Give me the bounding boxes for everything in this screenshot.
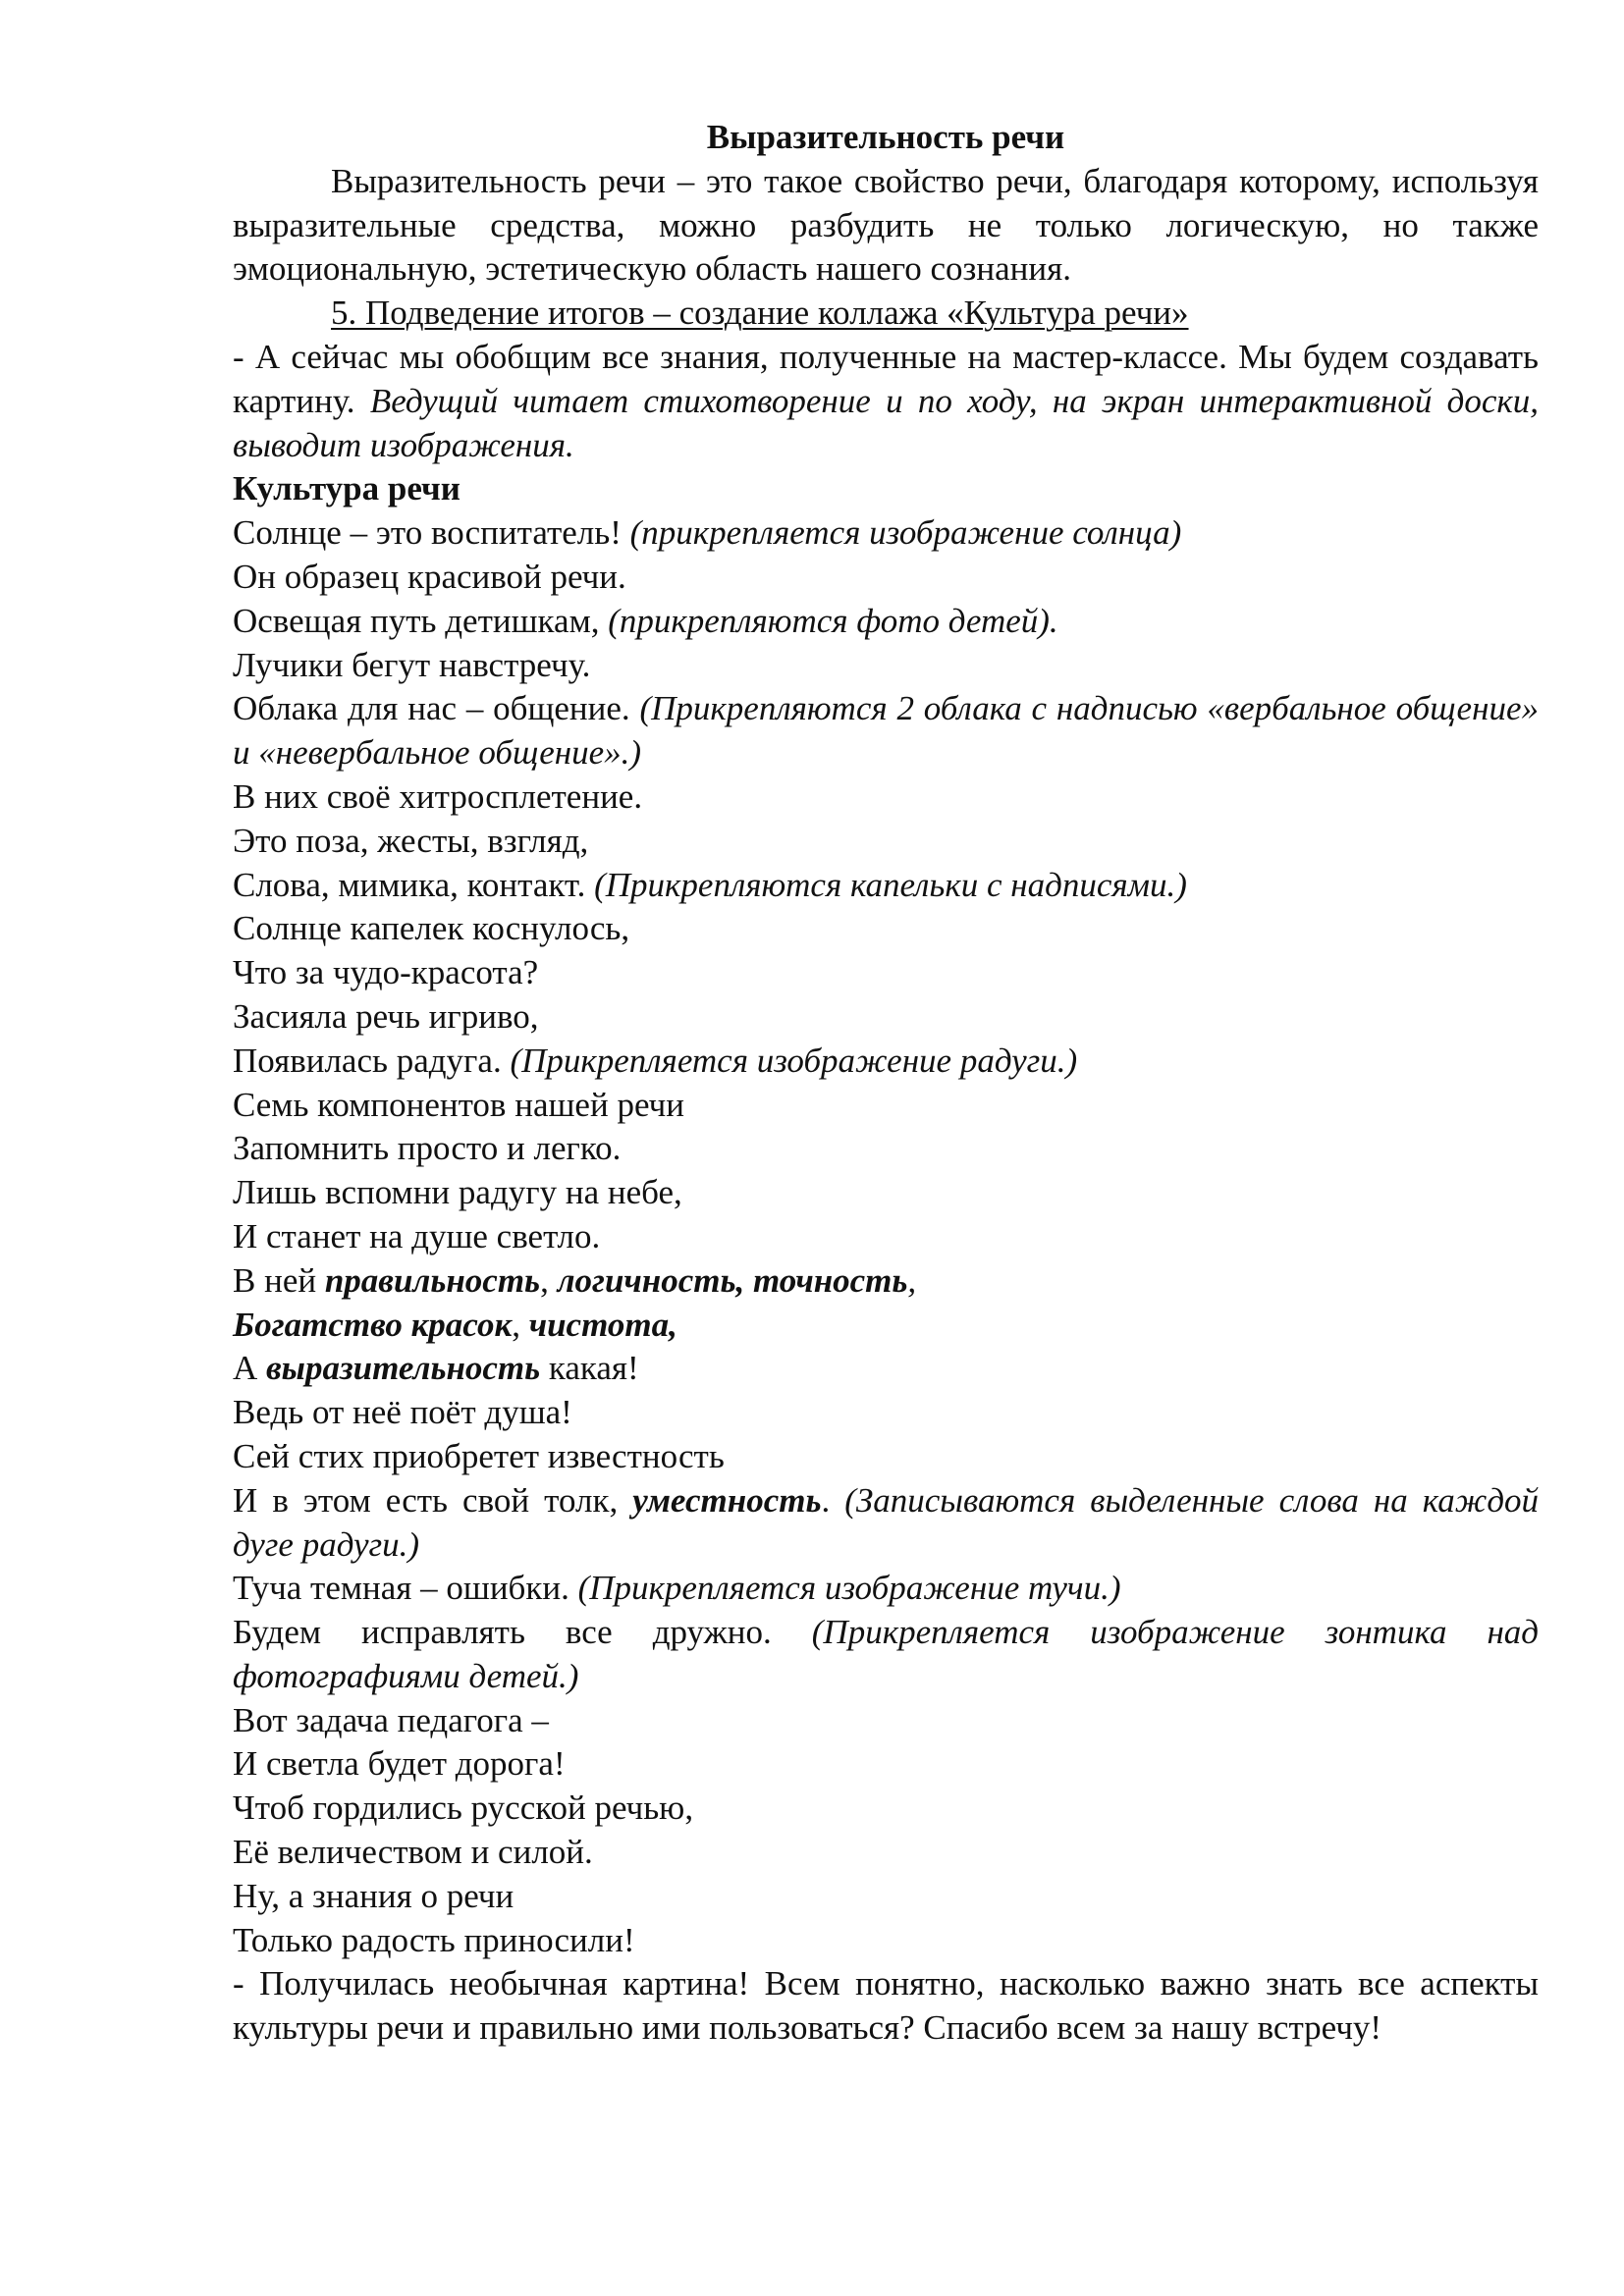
poem-line: Лучики бегут навстречу. xyxy=(233,645,591,684)
poem-line: В них своё хитросплетение. xyxy=(233,776,643,816)
poem-line-text: Будем исправлять все дружно. xyxy=(233,1613,772,1652)
stage-note: (прикрепляются фото детей). xyxy=(608,601,1058,640)
poem-line xyxy=(233,1347,1539,1391)
poem-line xyxy=(233,511,1539,556)
poem-line-text: А xyxy=(233,1349,258,1388)
poem xyxy=(233,511,1539,1962)
poem-line-text: Освещая путь детишкам, xyxy=(233,601,600,640)
poem-line: Это поза, жесты, взгляд, xyxy=(233,821,589,860)
highlighted-term: правильность xyxy=(324,1260,541,1300)
poem-line xyxy=(233,1567,1539,1611)
stage-note: (Прикрепляется изображение радуги.) xyxy=(510,1041,1078,1080)
poem-line xyxy=(233,600,1539,644)
stage-note: (прикрепляется изображение солнца) xyxy=(629,513,1182,553)
definition-paragraph: Выразительность речи – это такое свойство речи, благодаря которому, используя выразительные средства, можно разбудить не только логическую, но также эмоциональную, эстетическую область нашего сознания. xyxy=(233,161,1539,289)
poem-line: Ну, а знания о речи xyxy=(233,1876,514,1915)
poem-line-text: Появилась радуга. xyxy=(233,1041,502,1080)
poem-line-text: Облака для нас – общение. xyxy=(233,689,630,728)
poem-line xyxy=(233,864,1539,908)
poem-line-text: И в этом есть свой толк, xyxy=(233,1480,619,1520)
poem-line: Засияла речь игриво, xyxy=(233,996,539,1036)
highlighted-term: уместность xyxy=(632,1480,822,1520)
poem-line: Сей стих приобретет известность xyxy=(233,1436,725,1475)
poem-line xyxy=(233,687,1539,775)
poem-line: Чтоб гордились русской речью, xyxy=(233,1789,694,1828)
poem-line: Ведь от неё поёт душа! xyxy=(233,1393,572,1432)
punctuation: . xyxy=(821,1480,831,1520)
poem-line: Семь компонентов нашей речи xyxy=(233,1085,684,1124)
poem-line: Вот задача педагога – xyxy=(233,1700,549,1739)
poem-line-text: Слова, мимика, контакт. xyxy=(233,865,586,904)
intro-paragraph xyxy=(233,336,1539,467)
poem-line xyxy=(233,1611,1539,1699)
stage-note: (Прикрепляются капельки с надписями.) xyxy=(594,865,1187,904)
document-title: Выразительность речи xyxy=(706,118,1065,156)
stage-note: (Записываются выделенные слова на каждой дуге радуги.) xyxy=(233,1480,1540,1564)
poem-line-text: Туча темная – ошибки. xyxy=(233,1569,569,1608)
section-heading-text: 5. Подведение итогов – создание коллажа «Культура речи» xyxy=(331,294,1189,333)
poem-title: Культура речи xyxy=(233,469,460,508)
poem-line: Только радость приносили! xyxy=(233,1920,635,1959)
poem-line: Солнце капелек коснулось, xyxy=(233,909,630,948)
poem-line: И светла будет дорога! xyxy=(233,1744,566,1784)
poem-line: Её величеством и силой. xyxy=(233,1833,593,1872)
poem-line xyxy=(233,1479,1539,1568)
poem-line-text: Солнце – это воспитатель! xyxy=(233,513,622,553)
highlighted-term: Богатство красок xyxy=(233,1305,513,1344)
document-page xyxy=(233,116,1539,2051)
highlighted-term: логичность, точность xyxy=(557,1260,908,1300)
poem-line-text: В ней xyxy=(233,1260,317,1300)
stage-note: (Прикрепляется изображение зонтика над фотографиями детей.) xyxy=(233,1613,1540,1695)
poem-line: Он образец красивой речи. xyxy=(233,557,626,596)
poem-line xyxy=(233,1259,1539,1304)
intro-stage-note: Ведущий читает стихотворение и по ходу, на экран интерактивной доски, выводит изображения. xyxy=(233,381,1540,464)
poem-line: Что за чудо-красота? xyxy=(233,953,539,992)
poem-line xyxy=(233,1304,1539,1348)
closing-paragraph: - Получилась необычная картина! Всем понятно, насколько важно знать все аспекты культуры речи и правильно ими пользоваться? Спасибо всем за нашу встречу! xyxy=(233,1964,1539,2048)
highlighted-term: чистота, xyxy=(528,1305,677,1344)
intro-speech: - А сейчас мы обобщим все знания, полученные на мастер-классе. Мы будем создавать картину. xyxy=(233,337,1539,420)
stage-note: (Прикрепляется изображение тучи.) xyxy=(577,1569,1121,1608)
punctuation: , xyxy=(512,1305,520,1344)
poem-line: Запомнить просто и легко. xyxy=(233,1129,622,1168)
punctuation: , xyxy=(540,1260,549,1300)
poem-line: Лишь вспомни радугу на небе, xyxy=(233,1173,682,1212)
highlighted-term: выразительность xyxy=(266,1349,541,1388)
poem-line: И станет на душе светло. xyxy=(233,1216,601,1255)
poem-line-text: какая! xyxy=(548,1349,639,1388)
stage-note: (Прикрепляются 2 облака с надписью «вербальное общение» и «невербальное общение».) xyxy=(233,689,1539,773)
poem-line xyxy=(233,1040,1539,1084)
punctuation: , xyxy=(907,1260,917,1300)
section-heading xyxy=(233,292,1539,336)
